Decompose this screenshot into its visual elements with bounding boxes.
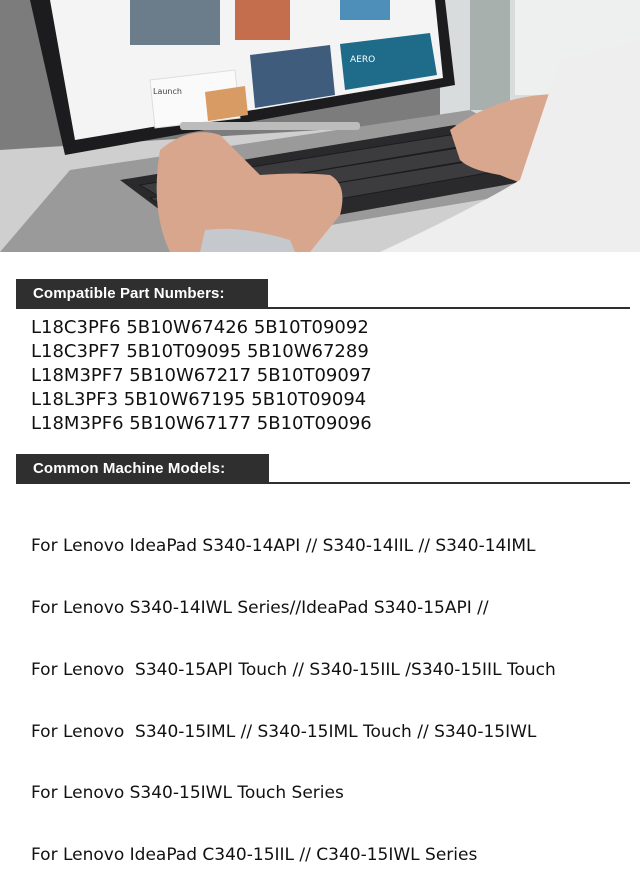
part-numbers-list (31, 316, 372, 436)
list-item: L18M3PF7 5B10W67217 5B10T09097 (31, 365, 372, 386)
section-divider (16, 482, 630, 484)
list-item: For Lenovo S340-14IWL Series//IdeaPad S340-15API // (31, 597, 489, 618)
list-item: L18L3PF3 5B10W67195 5B10T09094 (31, 389, 367, 410)
list-item: For Lenovo IdeaPad C340-15IIL // C340-15IWL Series (31, 845, 478, 866)
machine-models-heading: Common Machine Models: (16, 454, 269, 484)
laptop-photo (0, 0, 640, 252)
list-item: L18M3PF6 5B10W67177 5B10T09096 (31, 413, 372, 434)
list-item: For Lenovo S340-15API Touch // S340-15IIL /S340-15IIL Touch (31, 659, 556, 680)
list-item: L18C3PF6 5B10W67426 5B10T09092 (31, 317, 369, 338)
laptop-illustration (0, 0, 640, 252)
list-item: L18C3PF7 5B10T09095 5B10W67289 (31, 341, 369, 362)
section-divider (16, 307, 630, 309)
machine-models-list (31, 495, 556, 886)
list-item: For Lenovo S340-15IML // S340-15IML Touch // S340-15IWL (31, 721, 537, 742)
svg-text:AERO: AERO (350, 55, 376, 65)
list-item: For Lenovo IdeaPad S340-14API // S340-14IIL // S340-14IML (31, 536, 536, 557)
svg-text:Launch: Launch (153, 87, 182, 96)
compatible-parts-heading: Compatible Part Numbers: (16, 279, 268, 309)
list-item: For Lenovo S340-15IWL Touch Series (31, 783, 344, 804)
